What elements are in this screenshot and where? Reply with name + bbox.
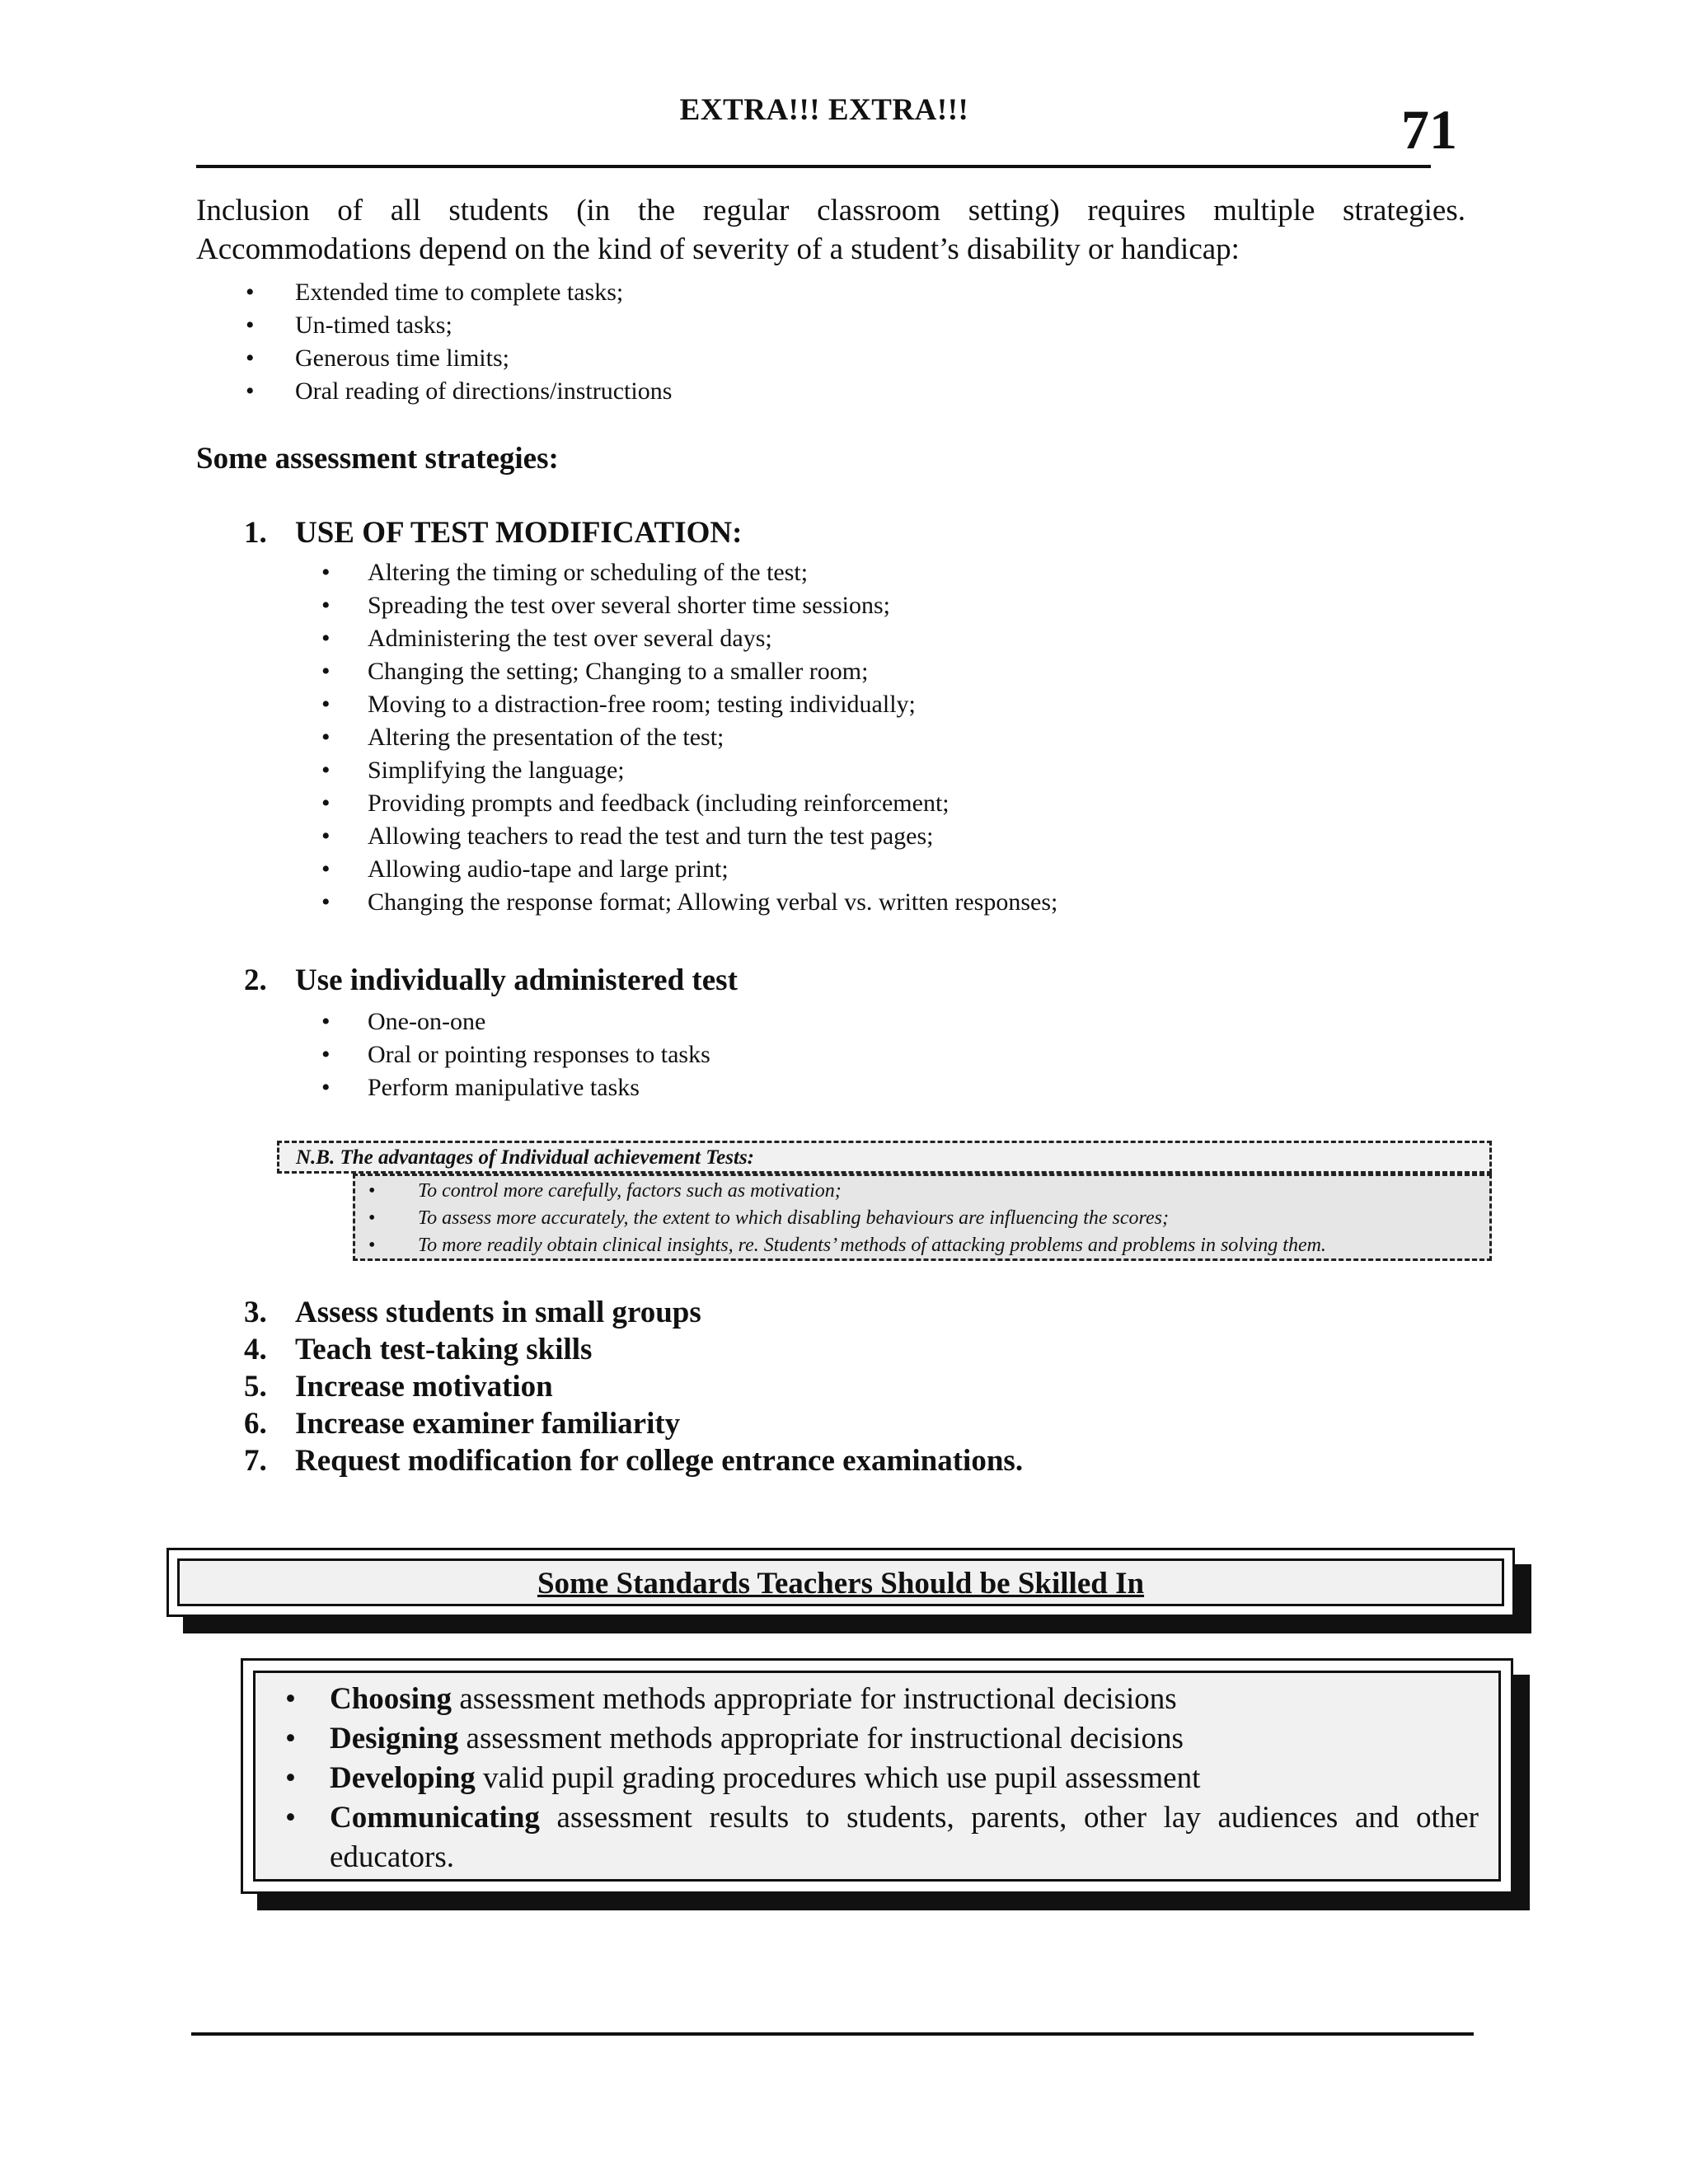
list-item: • Providing prompts and feedback (including reinforcement; [321, 787, 1558, 820]
section-number: 1. [244, 516, 267, 550]
strategy-item: 6. Increase examiner familiarity [244, 1407, 681, 1441]
list-item: • Oral reading of directions/instructions [196, 375, 1432, 408]
list-item: • Communicating assessment results to students, parents, other lay audiences and other educators. [275, 1798, 1479, 1877]
list-item: • One-on-one [321, 1005, 1558, 1038]
more-strategies-list [244, 1294, 1398, 1479]
list-item: • Simplifying the language; [321, 754, 1558, 787]
intro-paragraph [196, 191, 1465, 269]
header-rule [196, 165, 1431, 168]
individual-test-list [321, 1005, 1558, 1104]
list-item: • Changing the response format; Allowing verbal vs. written responses; [321, 886, 1558, 919]
standards-title: Some Standards Teachers Should be Skilled In [537, 1567, 1145, 1601]
accommodations-list [196, 276, 1432, 408]
list-item: • Un-timed tasks; [196, 309, 1432, 342]
intro-line-1: Inclusion of all students (in the regular classroom setting) requires multiple strategies. [196, 194, 1465, 227]
standards-list [275, 1680, 1479, 1877]
nb-heading: N.B. The advantages of Individual achievement Tests: [296, 1146, 754, 1169]
list-item: • Spreading the test over several shorter time sessions; [321, 589, 1558, 622]
strategy-item: 7. Request modification for college entrance examinations. [244, 1444, 1024, 1478]
nb-advantages-list [355, 1176, 1489, 1259]
list-item: • Moving to a distraction-free room; testing individually; [321, 688, 1558, 721]
standards-title-inner [177, 1558, 1504, 1606]
test-modification-list [321, 556, 1558, 919]
list-item: • Extended time to complete tasks; [196, 276, 1432, 309]
strategy-item: 5. Increase motivation [244, 1370, 553, 1404]
strategy-item: 3. Assess students in small groups [244, 1296, 701, 1329]
list-item: • Allowing audio-tape and large print; [321, 853, 1558, 886]
nb-heading-box [277, 1141, 1492, 1174]
list-item: • To control more carefully, factors such as motivation; [355, 1178, 1489, 1205]
list-item: • Generous time limits; [196, 342, 1432, 375]
page-number: 71 [1401, 98, 1457, 161]
standards-list-box [241, 1658, 1513, 1894]
section-number: 2. [244, 963, 267, 997]
section-title: USE OF TEST MODIFICATION: [295, 516, 743, 550]
nb-advantages-box [353, 1174, 1492, 1261]
list-item: • Altering the presentation of the test; [321, 721, 1558, 754]
list-item: • Administering the test over several days; [321, 622, 1558, 655]
section-title: Use individually administered test [295, 963, 738, 997]
standards-title-box [166, 1548, 1515, 1617]
list-item: • Choosing assessment methods appropriate for instructional decisions [275, 1680, 1479, 1719]
strategy-item: 4. Teach test-taking skills [244, 1333, 593, 1366]
list-item: • Developing valid pupil grading procedures which use pupil assessment [275, 1759, 1479, 1798]
list-item: • Designing assessment methods appropriate for instructional decisions [275, 1719, 1479, 1759]
list-item: • Changing the setting; Changing to a smaller room; [321, 655, 1558, 688]
footer-rule [191, 2032, 1474, 2036]
list-item: • Altering the timing or scheduling of the test; [321, 556, 1558, 589]
list-item: • Perform manipulative tasks [321, 1071, 1558, 1104]
strategies-heading: Some assessment strategies: [196, 442, 559, 476]
list-item: • Allowing teachers to read the test and turn the test pages; [321, 820, 1558, 853]
standards-list-inner [253, 1671, 1501, 1882]
page-header-title: EXTRA!!! EXTRA!!! [679, 93, 969, 127]
list-item: • To assess more accurately, the extent to which disabling behaviours are influencing the scores; [355, 1205, 1489, 1232]
list-item: • Oral or pointing responses to tasks [321, 1038, 1558, 1071]
intro-line-2: Accommodations depend on the kind of severity of a student’s disability or handicap: [196, 232, 1240, 266]
list-item: • To more readily obtain clinical insights, re. Students’ methods of attacking problems and problems in solving them. [355, 1232, 1489, 1259]
